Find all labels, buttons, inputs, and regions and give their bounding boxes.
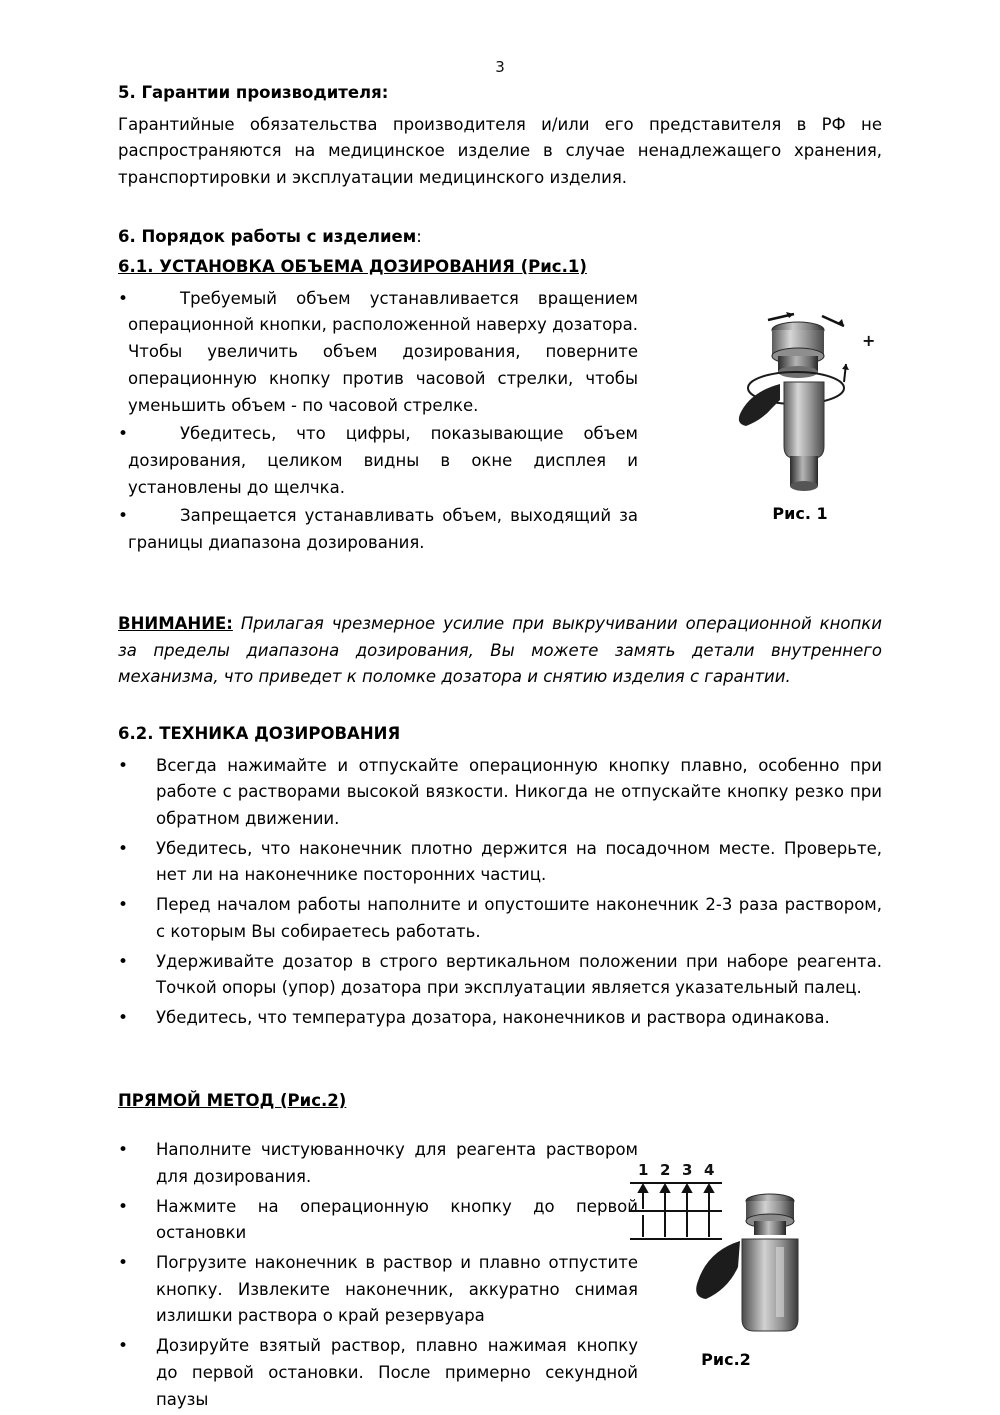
list-item [118, 503, 638, 556]
list-item [118, 1250, 638, 1330]
bullet-icon: • [118, 895, 129, 916]
section-6-1-block [118, 286, 882, 557]
bullet-icon: • [118, 1140, 129, 1161]
step-label-1: 1 [638, 1161, 649, 1180]
section-5-paragraph: Гарантийные обязательства производителя и/или его представителя в РФ не распространяются на медицинское изделие в случае ненадлежащего хранения, транспортировки и эксплуатации медицинского изделия. [118, 114, 882, 187]
list-item-text: Убедитесь, что температура дозатора, наконечников и раствора одинакова. [156, 1008, 830, 1028]
section-6-title-bold: 6. Порядок работы с изделием [118, 226, 417, 246]
bullet-icon: • [118, 424, 129, 445]
list-item-text: Наполните чистуюванночку для реагента раствором для дозирования. [156, 1140, 638, 1186]
bullet-icon: • [118, 288, 129, 309]
list-item-text: Убедитесь, что наконечник плотно держится на посадочном месте. Проверьте, нет ли на наконечнике посторонних частиц. [156, 838, 882, 885]
bullet-icon: • [118, 1196, 129, 1217]
section-6-1-text [118, 286, 638, 557]
list-item [118, 753, 882, 833]
figure-2-caption: Рис.2 [701, 1350, 751, 1370]
spacer [118, 691, 882, 721]
step-label-3: 3 [682, 1161, 693, 1180]
bullet-icon: • [118, 951, 129, 972]
list-item [118, 836, 882, 889]
section-6-title [118, 224, 882, 250]
list-item [118, 286, 638, 420]
list-item-text: Погрузите наконечник в раствор и плавно отпустите кнопку. Извлеките наконечник, аккуратно снимая излишки раствора о край резервуара [156, 1253, 638, 1326]
dispenser-top-illustration [710, 296, 890, 496]
step-label-2: 2 [660, 1161, 671, 1180]
section-6-title-tail: : [416, 226, 422, 246]
list-item [118, 1005, 882, 1033]
list-item-text: Запрещается устанавливать объем, выходящий за границы диапазона дозирования. [128, 506, 638, 553]
section-5-heading: 5. Гарантии производителя: [118, 83, 389, 102]
direct-method-heading: ПРЯМОЙ МЕТОД (Рис.2) [118, 1090, 347, 1110]
technique-list [118, 753, 882, 1033]
spacer [118, 1119, 882, 1137]
direct-method-block [118, 1137, 882, 1413]
section-6-1-heading: 6.1. УСТАНОВКА ОБЪЕМА ДОЗИРОВАНИЯ (Рис.1) [118, 257, 587, 277]
list-item [118, 1333, 638, 1413]
list-item-text: Всегда нажимайте и отпускайте операционную кнопку плавно, особенно при работе с растворами высокой вязкости. Никогда не отпускайте кнопку резко при обратном движении. [156, 755, 882, 829]
page-number: 3 [495, 58, 505, 76]
step-label-4: 4 [704, 1161, 715, 1180]
plus-label: + [862, 330, 876, 350]
list-item-text: Перед началом работы наполните и опустошите наконечник 2-3 раза раствором, с которым Вы собираетесь работать. [156, 895, 882, 941]
list-item-text: Требуемый объем устанавливается вращением операционной кнопки, расположенной наверху дозатора. Чтобы увеличить объем дозирования, поверните операционную кнопку против часовой стрелки, чтобы уменьшить объем - по часовой стрелке. [128, 288, 638, 415]
figure-2 [626, 1159, 826, 1369]
bullet-icon: • [118, 1253, 129, 1274]
bullet-icon: • [118, 1336, 129, 1357]
list-item [118, 949, 882, 1002]
spacer [118, 559, 882, 611]
page-content [118, 0, 882, 1413]
figure-1-caption: Рис. 1 [772, 503, 828, 523]
figure-1 [710, 296, 890, 523]
list-item-text: Удерживайте дозатор в строго вертикальном положении при наборе реагента. Точкой опоры (упор) дозатора при эксплуатации является указательный палец. [156, 951, 882, 998]
dispenser-steps-illustration [626, 1159, 826, 1344]
spacer [118, 194, 882, 224]
bullet-icon: • [118, 755, 129, 776]
list-item [118, 1194, 638, 1247]
direct-method-list [118, 1137, 638, 1413]
list-item-text: Дозируйте взятый раствор, плавно нажимая кнопку до первой остановки. После примерно секундной паузы [156, 1336, 638, 1409]
list-item [118, 421, 638, 501]
bullet-icon: • [118, 506, 129, 527]
list-item [118, 1137, 638, 1190]
direct-method-text [118, 1137, 638, 1413]
list-item [118, 892, 882, 945]
list-item-text: Убедитесь, что цифры, показывающие объем дозирования, целиком видны в окне дисплея и установлены до щелчка. [128, 424, 638, 497]
list-item-text: Нажмите на операционную кнопку до первой остановки [156, 1196, 638, 1243]
bullet-icon: • [118, 838, 129, 859]
attention-note [118, 611, 882, 691]
spacer [118, 1036, 882, 1088]
attention-label: ВНИМАНИЕ: [118, 613, 233, 633]
section-6-2-heading: 6.2. ТЕХНИКА ДОЗИРОВАНИЯ [118, 724, 401, 744]
attention-text: Прилагая чрезмерное усилие при выкручивании операционной кнопки за пределы диапазона дозирования, Вы можете замять детали внутреннего механизма, что приведет к поломке дозатора и снятию изделия с гарантии. [118, 613, 883, 687]
bullet-icon: • [118, 1008, 129, 1029]
